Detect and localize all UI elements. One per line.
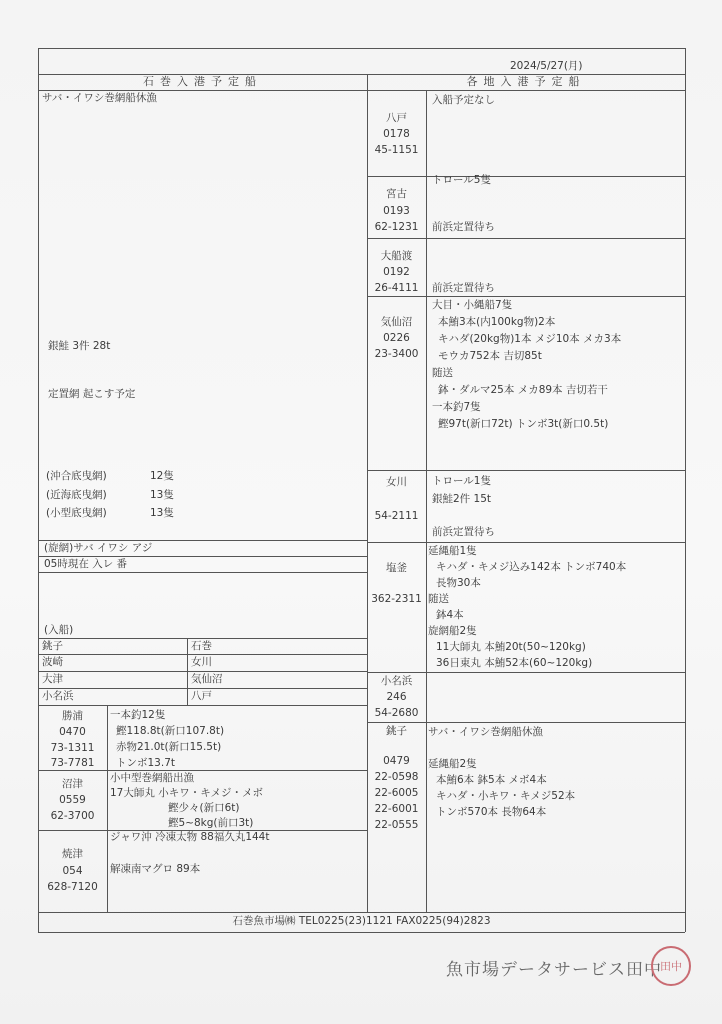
port-tel: 54-2680	[374, 707, 419, 719]
port-line: 鰹118.8t(新口107.8t)	[116, 725, 225, 737]
port-line: キハダ(20kg物)1本 メジ10本 メカ3本	[438, 333, 622, 345]
grid-cell: 八戸	[191, 690, 212, 702]
port-tel: 0470	[59, 726, 86, 738]
port-line: トロール5隻	[432, 174, 491, 186]
port-name: 小名浜	[380, 675, 413, 687]
port-line: 旋網船2隻	[428, 625, 477, 637]
grid-cell: 大津	[42, 673, 63, 685]
port-line: 前浜定置待ち	[432, 526, 495, 538]
grid-cell: 小名浜	[42, 690, 74, 702]
port-line: 鰹97t(新口72t) トンボ3t(新口0.5t)	[438, 418, 609, 430]
port-line: 11大師丸 本鮪20t(50~120kg)	[436, 641, 586, 653]
port-line: 本鮪6本 鉢5本 メボ4本	[436, 774, 547, 786]
port-line: 随送	[432, 367, 453, 379]
port-tel: 45-1151	[374, 144, 419, 156]
port-name: 宮古	[386, 188, 407, 200]
port-line: 長物30本	[436, 577, 481, 589]
port-tel: 628-7120	[47, 881, 98, 893]
grid-cell: 銚子	[42, 640, 63, 652]
port-name: 大船渡	[380, 250, 413, 262]
port-line: 延縄船1隻	[428, 545, 477, 557]
trawl-label: (沖合底曳網)	[46, 470, 107, 482]
port-line: 36日東丸 本鮪52本(60~120kg)	[436, 657, 593, 669]
grid-cell: 気仙沼	[191, 673, 223, 685]
trawl-label: (近海底曳網)	[46, 489, 107, 501]
senmo-text: (旋網)サバ イワシ アジ	[44, 542, 153, 554]
port-line: モウカ752本 吉切85t	[438, 350, 542, 362]
port-line: トロール1隻	[432, 475, 491, 487]
port-line: 鰹5~8kg(前口3t)	[168, 817, 254, 829]
trawl-count: 12隻	[150, 470, 174, 482]
port-line: 延縄船2隻	[428, 758, 477, 770]
right-heading: 各地入港予定船	[466, 75, 586, 88]
port-name: 塩釜	[386, 562, 407, 574]
port-tel: 22-0598	[374, 771, 419, 783]
port-tel: 0178	[383, 128, 410, 140]
port-tel: 0559	[59, 794, 86, 806]
port-name: 気仙沼	[380, 316, 413, 328]
port-name: 焼津	[62, 848, 83, 860]
port-line: ジャワ沖 冷凍太物 88福久丸144t	[110, 831, 270, 843]
port-tel: 73-1311	[50, 742, 95, 754]
port-tel: 62-1231	[374, 221, 419, 233]
port-tel: 62-3700	[50, 810, 95, 822]
port-line: 鰹少々(新口6t)	[168, 802, 240, 814]
nyusen-label: (入船)	[44, 624, 74, 636]
port-line: 17大師丸 小キワ・キメジ・メボ	[110, 787, 263, 799]
signature: 魚市場データサービス田中	[446, 960, 662, 980]
port-tel: 054	[62, 865, 83, 877]
teichi-text: 定置網 起こす予定	[48, 388, 136, 400]
trawl-label: (小型底曳網)	[46, 507, 107, 519]
port-tel: 54-2111	[374, 510, 419, 522]
port-name: 沼津	[62, 778, 83, 790]
seal-text: 田中	[660, 960, 682, 973]
port-tel: 0479	[383, 755, 410, 767]
port-line: 銀鮭2件 15t	[432, 493, 491, 505]
port-tel: 23-3400	[374, 348, 419, 360]
port-line: 鉢4本	[436, 609, 464, 621]
port-line: トンボ570本 長物64本	[436, 806, 547, 818]
port-name: 女川	[386, 476, 407, 488]
port-tel: 22-6005	[374, 787, 419, 799]
port-line: キハダ・小キワ・キメジ52本	[436, 790, 576, 802]
left-heading: 石巻入港予定船	[143, 75, 262, 88]
port-line: 前浜定置待ち	[432, 282, 495, 294]
port-name: 銚子	[386, 725, 407, 737]
port-line: 一本釣7隻	[432, 401, 481, 413]
port-line: トンボ13.7t	[116, 757, 175, 769]
port-line: 小中型巻網船出漁	[110, 772, 194, 784]
port-tel: 362-2311	[371, 593, 422, 605]
port-line: 大目・小縄船7隻	[432, 299, 513, 311]
footer-contact: 石巻魚市場㈱ TEL0225(23)1121 FAX0225(94)2823	[232, 915, 491, 927]
port-line: 鉢・ダルマ25本 メカ89本 吉切若干	[438, 384, 608, 396]
port-tel: 246	[386, 691, 407, 703]
port-line: 本鮪3本(内100kg物)2本	[438, 316, 556, 328]
ginzake-text: 銀鮭 3件 28t	[48, 340, 111, 352]
port-line: キハダ・キメジ込み142本 トンボ740本	[436, 561, 627, 573]
trawl-count: 13隻	[150, 507, 174, 519]
port-tel: 0192	[383, 266, 410, 278]
seal-stamp	[651, 946, 691, 986]
time-now-text: 05時現在 入レ 番	[44, 558, 128, 570]
port-tel: 26-4111	[374, 282, 419, 294]
port-tel: 0193	[383, 205, 410, 217]
port-line: 入船予定なし	[432, 94, 495, 106]
port-name: 勝浦	[62, 710, 83, 722]
date-label: 2024/5/27(月)	[510, 60, 583, 72]
port-line: 解凍南マグロ 89本	[110, 863, 201, 875]
port-line: 赤物21.0t(新口15.5t)	[116, 741, 222, 753]
port-tel: 22-0555	[374, 819, 419, 831]
port-tel: 0226	[383, 332, 410, 344]
port-line: 随送	[428, 593, 449, 605]
port-tel: 22-6001	[374, 803, 419, 815]
port-tel: 73-7781	[50, 757, 95, 769]
port-line: 前浜定置待ち	[432, 221, 495, 233]
grid-cell: 波崎	[42, 656, 63, 668]
grid-cell: 女川	[191, 656, 212, 668]
port-name: 八戸	[386, 112, 407, 124]
ishinomaki-status: サバ・イワシ巻網船休漁	[42, 92, 157, 104]
grid-cell: 石巻	[191, 640, 212, 652]
port-line: サバ・イワシ巻網船休漁	[428, 726, 543, 738]
trawl-count: 13隻	[150, 489, 174, 501]
port-line: 一本釣12隻	[110, 709, 166, 721]
